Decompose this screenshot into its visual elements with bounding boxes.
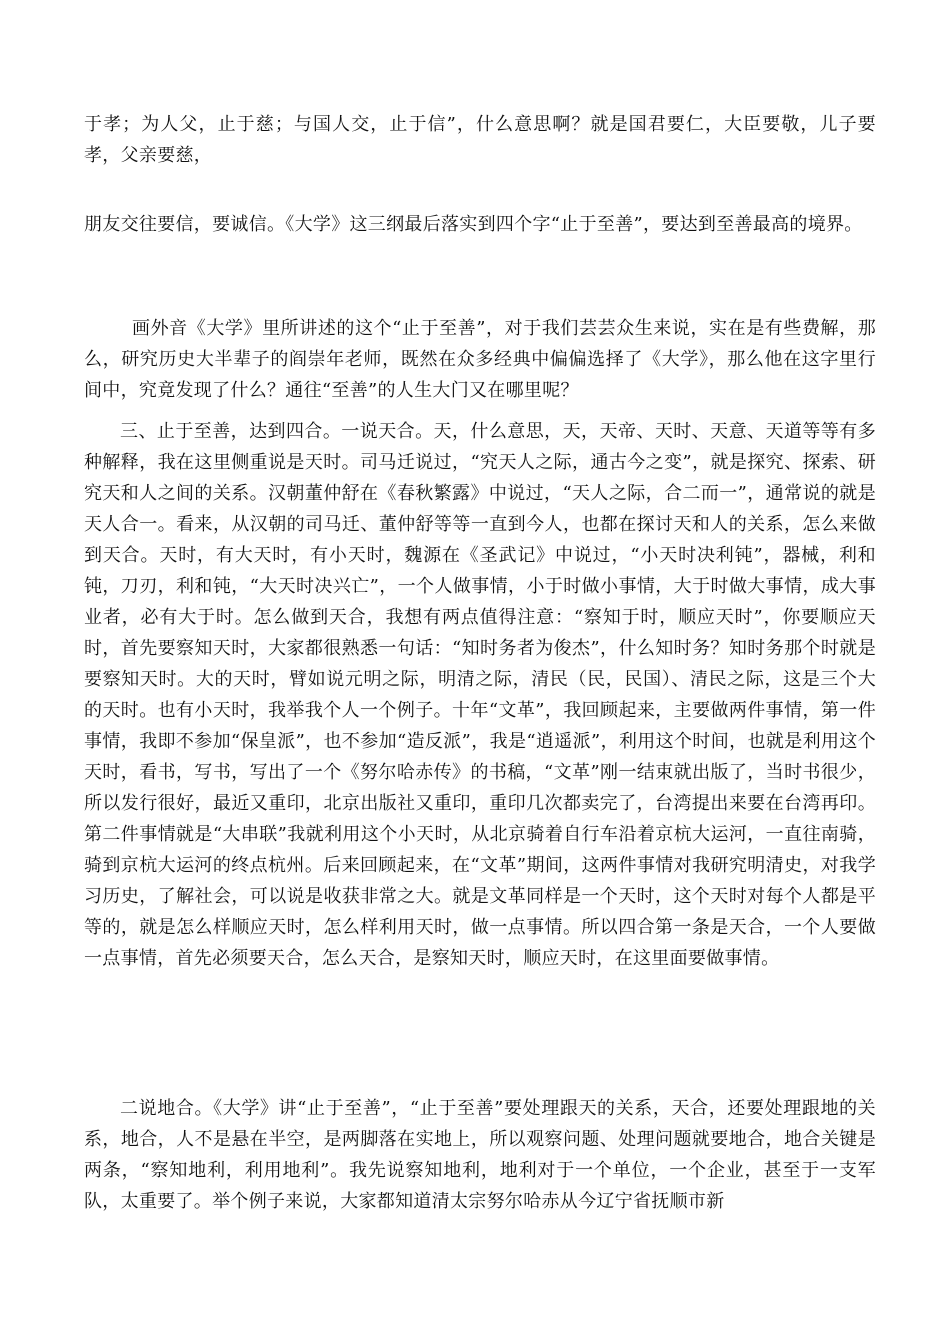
paragraph-1: 于孝；为人父，止于慈；与国人交，止于信”，什么意思啊？就是国君要仁，大臣要敬，儿子要孝，父亲要慈，: [84, 114, 876, 166]
paragraph-2: 朋友交往要信，要诚信。《大学》这三纲最后落实到四个字“止于至善”，要达到至善最高的境界。: [84, 214, 863, 235]
paragraph-di-he: 二说地合。《大学》讲“止于至善”，“止于至善”要处理跟天的关系，天合，还要处理跟地的关系，地合，人不是悬在半空，是两脚落在实地上，所以观察问题、处理问题就要地合，地合关键是两条，“察知地利，利用地利”。我先说察知地利，地利对于一个单位，一个企业，甚至于一支军队，太重要了。举个例子来说，大家都知道清太宗努尔哈赤从今辽宁省抚顺市新: [84, 1098, 876, 1212]
paragraph-tian-he: 三、止于至善，达到四合。一说天合。天，什么意思，天，天帝、天时、天意、天道等等有多种解释，我在这里侧重说是天时。司马迁说过，“究天人之际，通古今之变”，就是探究、探索、研究天和人之间的关系。汉朝董仲舒在《春秋繁露》中说过，“天人之际，合二而一”，通常说的就是天人合一。看来，从汉朝的司马迁、董仲舒等等一直到今人，也都在探讨天和人的关系，怎么来做到天合。天时，有大天时，有小天时，魏源在《圣武记》中说过，“小天时决利钝”，器械，利和钝，刀刃，利和钝，“大天时决兴亡”，一个人做事情，小于时做小事情，大于时做大事情，成大事业者，必有大于时。怎么做到天合，我想有两点值得注意：“察知于时，顺应天时”，你要顺应天时，首先要察知天时，大家都很熟悉一句话：“知时务者为俊杰”，什么知时务？知时务那个时就是要察知天时。大的天时，臂如说元明之际，明清之际，清民（民，民国）、清民之际，这是三个大的天时。也有小天时，我举我个人一个例子。十年“文革”，我回顾起来，主要做两件事情，第一件事情，我即不参加“保皇派”，也不参加“造反派”，我是“逍遥派”，利用这个时间，也就是利用这个天时，看书，写书，写出了一个《努尔哈赤传》的书稿，“文革”刚一结束就出版了，当时书很少，所以发行很好，最近又重印，北京出版社又重印，重印几次都卖完了，台湾提出来要在台湾再印。第二件事情就是“大串联”我就利用这个小天时，从北京骑着自行车沿着京杭大运河，一直往南骑，骑到京杭大运河的终点杭州。后来回顾起来，在“文革”期间，这两件事情对我研究明清史，对我学习历史，了解社会，可以说是收获非常之大。就是文革同样是一个天时，这个天时对每个人都是平等的，就是怎么样顺应天时，怎么样利用天时，做一点事情。所以四合第一条是天合，一个人要做一点事情，首先必须要天合，怎么天合，是察知天时，顺应天时，在这里面要做事情。: [84, 421, 876, 969]
paragraph-voiceover: 画外音《大学》里所讲述的这个“止于至善”，对于我们芸芸众生来说，实在是有些费解，那么，研究历史大半辈子的阎崇年老师，既然在众多经典中偏偏选择了《大学》，那么他在这字里行间中，究竟发现了什么？通往“至善”的人生大门又在哪里呢？: [84, 318, 876, 401]
